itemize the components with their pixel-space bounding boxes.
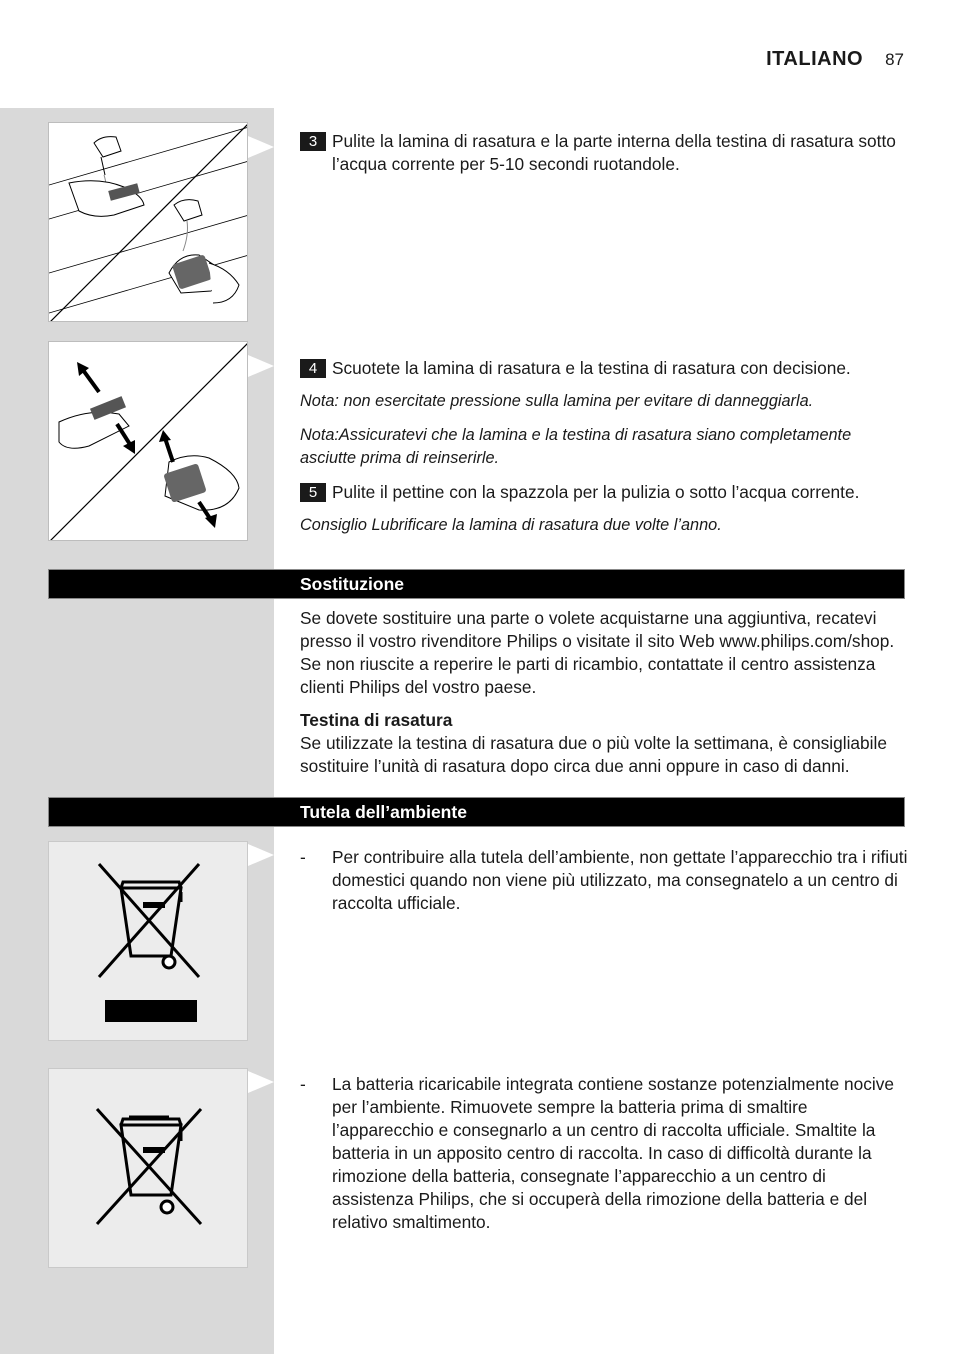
page-number: 87 xyxy=(885,50,904,69)
step-number-badge: 4 xyxy=(300,359,326,378)
step-5-text: Pulite il pettine con la spazzola per la pulizia o sotto l’acqua corrente. xyxy=(332,482,860,502)
figure-pointer xyxy=(248,355,274,377)
bullet-dash: - xyxy=(300,847,306,867)
faucet-rinse-illustration xyxy=(48,122,248,322)
language-label: ITALIANO xyxy=(766,48,864,70)
crossed-bin-battery-icon xyxy=(48,1068,248,1268)
step-number-badge: 5 xyxy=(300,483,326,502)
tip-lubricate: Consiglio Lubrificare la lamina di rasatura due volte l’anno. xyxy=(300,516,722,534)
step-4-block xyxy=(300,357,910,537)
crossed-bin-weee-icon xyxy=(48,841,248,1041)
section-bar-ambiente xyxy=(48,797,905,827)
figure-pointer xyxy=(248,844,274,866)
bullet-text: Per contribuire alla tutela dell’ambiente, non gettate l’apparecchio tra i rifiuti domestici quando non viene più utilizzato, ma consegnatelo a un centro di raccolta ufficiale. xyxy=(332,847,908,913)
note-dry: Nota:Assicuratevi che la lamina e la testina di rasatura siano completamente asciutte prima di reinserirle. xyxy=(300,426,852,467)
sostituzione-paragraph: Se dovete sostituire una parte o volete acquistarne una aggiuntiva, recatevi presso il vostro rivenditore Philips o visitate il sito Web www.philips.com/shop. Se non riuscite a reperire le parti di ricambio, contattate il centro assistenza clienti Philips del vostro paese. xyxy=(300,608,895,697)
shake-dry-illustration xyxy=(48,341,248,541)
bullet-2 xyxy=(300,1073,910,1234)
bullet-dash: - xyxy=(300,1074,306,1094)
page-header xyxy=(766,48,904,74)
bullet-1 xyxy=(300,846,910,915)
section-title: Sostituzione xyxy=(300,574,405,594)
note-pressure: Nota: non esercitate pressione sulla lamina per evitare di danneggiarla. xyxy=(300,392,814,410)
section-title: Tutela dell’ambiente xyxy=(300,802,467,822)
step-3-text: Pulite la lamina di rasatura e la parte interna della testina di rasatura sotto l’acqua corrente per 5-10 secondi ruotandole. xyxy=(332,131,896,174)
sostituzione-body xyxy=(300,607,910,778)
step-4-text: Scuotete la lamina di rasatura e la testina di rasatura con decisione. xyxy=(332,358,851,378)
bullet-text: La batteria ricaricabile integrata contiene sostanze potenzialmente nocive per l’ambiente. Rimuovete sempre la batteria prima di smaltire l’apparecchio e consegnarlo a un centro di raccolta ufficiale. Smaltite la batteria in un apposito centro di raccolta. In caso di difficoltà durante la rimozione della batteria, consegnate l’apparecchio a un centro di assistenza Philips, che si occuperà della rimozione della batteria e del relativo smaltimento. xyxy=(332,1074,894,1232)
section-bar-sostituzione xyxy=(48,569,905,599)
figure-pointer xyxy=(248,136,274,158)
step-3 xyxy=(300,130,910,176)
testina-paragraph: Se utilizzate la testina di rasatura due o più volte la settimana, è consigliabile sostituire l’unità di rasatura dopo circa due anni oppure in caso di danni. xyxy=(300,733,887,776)
step-number-badge: 3 xyxy=(300,132,326,151)
figure-pointer xyxy=(248,1071,274,1093)
subheading-testina: Testina di rasatura xyxy=(300,710,453,730)
